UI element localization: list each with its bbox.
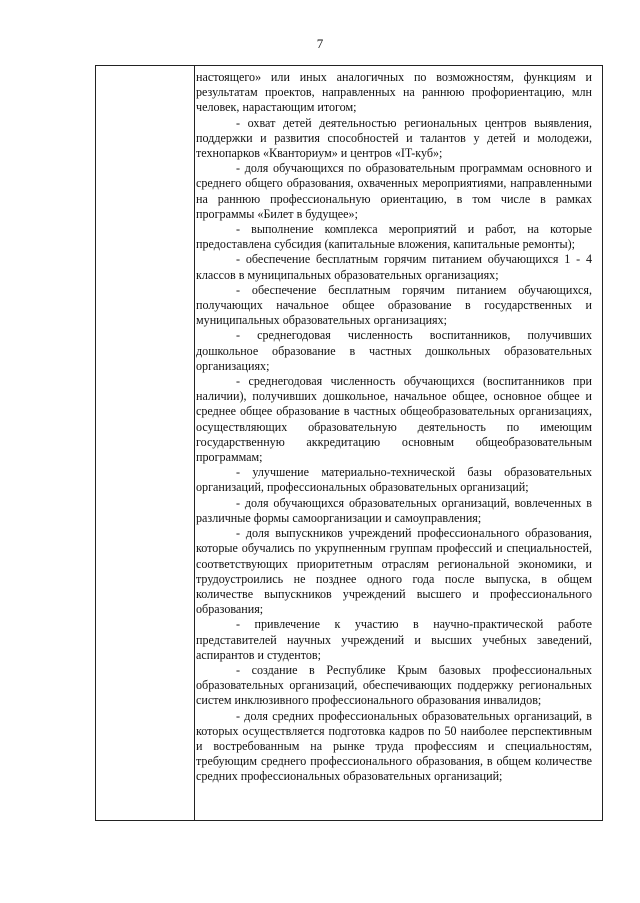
list-item: - доля обучающихся по образовательным программам основного и среднего общего образования, охваченных мероприятиями, направленными на раннюю профессиональную ориентацию, в том числе в рамках программы «Билет в будущее»;: [196, 161, 592, 221]
list-item: - обеспечение бесплатным горячим питанием обучающихся 1 - 4 классов в муниципальных образовательных организациях;: [196, 252, 592, 282]
table-left-cell: [96, 66, 195, 820]
list-item: - привлечение к участию в научно-практической работе представителей научных учреждений и высших учебных заведений, аспирантов и студентов;: [196, 617, 592, 662]
list-item: - улучшение материально-технической базы образовательных организаций, профессиональных образовательных организаций;: [196, 465, 592, 495]
table-right-cell: [196, 70, 592, 785]
list-item: - выполнение комплекса мероприятий и работ, на которые предоставлена субсидия (капитальные вложения, капитальные ремонты);: [196, 222, 592, 252]
list-item: - среднегодовая численность обучающихся (воспитанников при наличии), получивших дошкольное, начальное общее, основное общее и среднее общее образование в частных общеобразовательных организациях, осуществляющих образовательную деятельность по имеющим государственную аккредитацию основным общеобразовательным программам;: [196, 374, 592, 465]
list-item: - создание в Республике Крым базовых профессиональных образовательных организаций, обеспечивающих поддержку региональных систем инклюзивного профессионального образования инвалидов;: [196, 662, 592, 708]
list-item: - доля выпускников учреждений профессионального образования, которые обучались по укрупненным группам профессий и специальностей, соответствующих приоритетным отраслям региональной экономики, и трудоустроились не позднее одного года после выпуска, в общем количестве выпускников учреждений высшего и профессионального образования;: [196, 526, 592, 617]
list-item: - доля средних профессиональных образовательных организаций, в которых осуществляется подготовка кадров по 50 наиболее перспективным и востребованным на рынке труда профессиям и специальностям, требующим среднего профессионального образования, в общем количестве средних профессиональных образовательных организаций;: [196, 708, 592, 784]
page-number: 7: [316, 36, 324, 51]
list-item: - доля обучающихся образовательных организаций, вовлеченных в различные формы самоорганизации и самоуправления;: [196, 495, 592, 525]
list-item: - обеспечение бесплатным горячим питанием обучающихся, получающих начальное общее образование в государственных и муниципальных образовательных организациях;: [196, 282, 592, 328]
list-item: - охват детей деятельностью региональных центров выявления, поддержки и развития способностей и талантов у детей и молодежи, технопарков «Кванториум» и центров «IT-куб»;: [196, 115, 592, 161]
paragraph-continuation: настоящего» или иных аналогичных по возможностям, функциям и результатам проектов, направленных на раннюю профориентацию, млн человек, нарастающим итогом;: [196, 70, 592, 115]
list-item: - среднегодовая численность воспитанников, получивших дошкольное образование в частных дошкольных образовательных организациях;: [196, 328, 592, 373]
document-table: [95, 65, 603, 821]
